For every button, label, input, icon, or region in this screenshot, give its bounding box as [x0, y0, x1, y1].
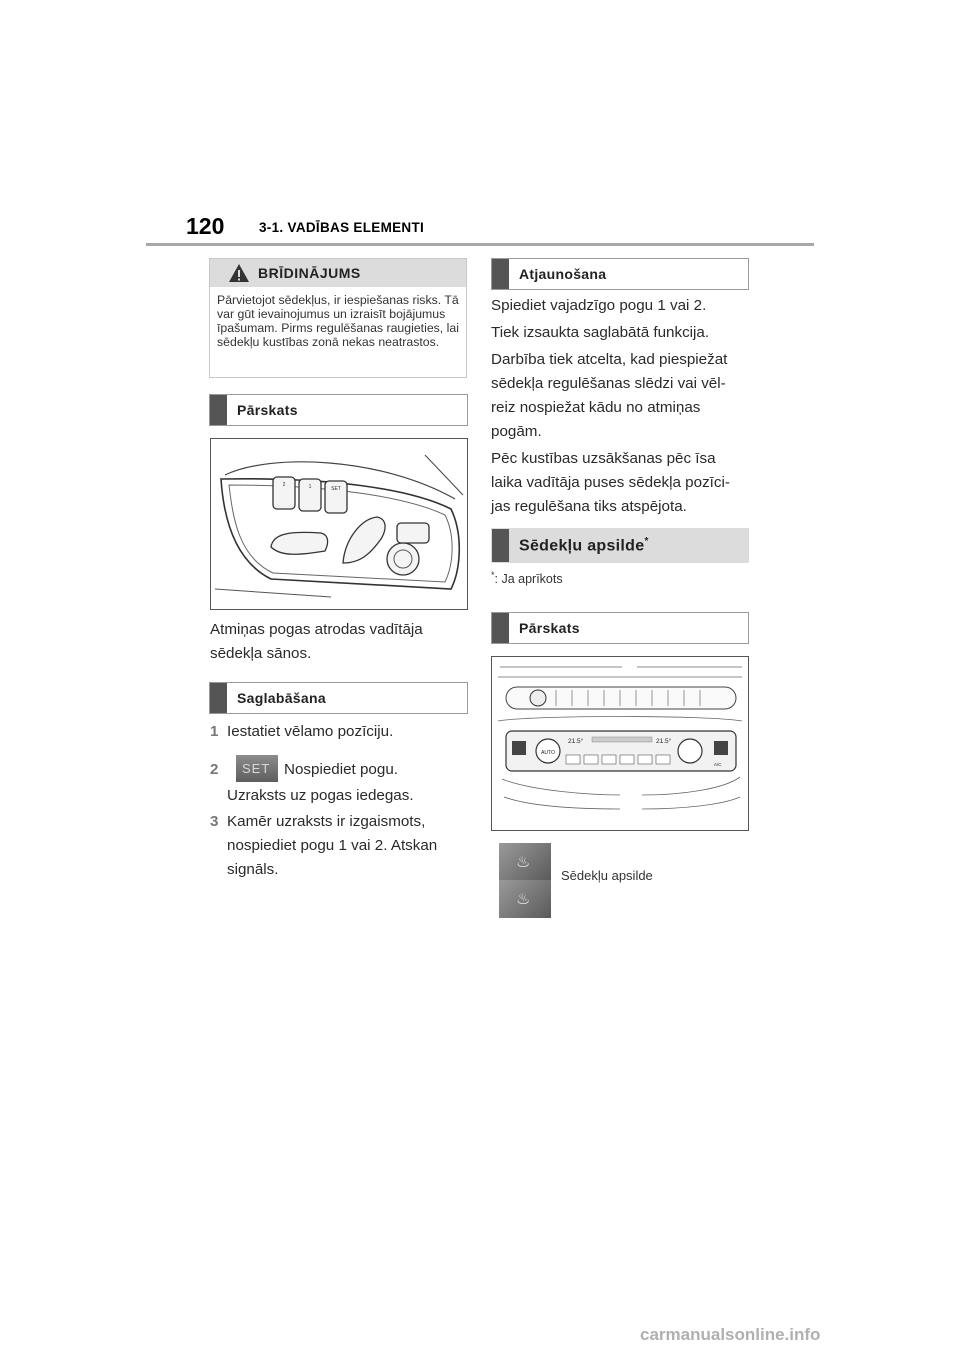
header-rule [146, 243, 814, 246]
section-marker [492, 613, 509, 643]
set-button-label: SET [331, 486, 341, 492]
section-title: Sēdekļu apsilde* [519, 536, 649, 555]
section-heading-overview-2 [491, 612, 749, 644]
memory-button-2-label: 2 [282, 482, 286, 488]
step-number: 1 [210, 723, 219, 740]
restore-paragraph: Spiediet vajadzīgo pogu 1 vai 2. [491, 297, 707, 314]
section-heading-overview [209, 394, 468, 426]
page-number: 120 [186, 213, 225, 239]
section-title: Pārskats [237, 402, 298, 418]
step-2-text: Nospiediet pogu. [284, 761, 398, 778]
seat-heating-driver-icon: ♨ [499, 843, 551, 881]
section-marker [492, 259, 509, 289]
warning-header [210, 259, 466, 287]
step-number: 2 [210, 761, 219, 778]
restore-paragraph: Darbība tiek atcelta, kad piespiežat sēdekļa regulēšanas slēdzi vai vēl-reiz nospiežat kādu no atmiņas pogām. [491, 351, 728, 440]
section-heading-save [209, 682, 468, 714]
section-marker [210, 683, 227, 713]
set-button-icon [236, 755, 278, 782]
warning-text: Pārvietojot sēdekļus, ir iespiešanas risks. Tā var gūt ievainojumus un izraisīt bojājumus īpašumam. Pirms regulēšanas raugieties, lai sēdekļu kustības zonā nekas neatrastos. [217, 293, 459, 349]
optional-mark: * [644, 536, 649, 547]
footnote [491, 570, 563, 586]
section-marker [492, 529, 509, 562]
step-2-subtext: Uzraksts uz pogas iedegas. [227, 787, 414, 804]
restore-paragraph: Tiek izsaukta saglabātā funkcija. [491, 324, 710, 341]
auto-button-label: AUTO [541, 750, 555, 756]
chapter-title: 3-1. VADĪBAS ELEMENTI [259, 220, 425, 235]
warning-title: BRĪDINĀJUMS [258, 265, 361, 281]
seat-heating-caption: Sēdekļu apsilde [561, 868, 653, 883]
step-text: Kamēr uzraksts ir izgaismots, nospiediet pogu 1 vai 2. Atskan signāls. [227, 813, 438, 878]
seat-panel-caption: Atmiņas pogas atrodas vadītāja sēdekļa sānos. [210, 621, 423, 662]
set-button-icon-label: SET [242, 761, 271, 776]
section-heading-seat-heating [491, 528, 749, 563]
warning-triangle-icon [228, 263, 250, 283]
seat-panel-illustration [211, 439, 467, 609]
section-heading-restore [491, 258, 749, 290]
step-number: 3 [210, 813, 219, 830]
section-title: Pārskats [519, 620, 580, 636]
footnote-text: : Ja aprīkots [494, 572, 563, 587]
seat-heating-passenger-icon: ♨ [499, 880, 551, 918]
section-title: Atjaunošana [519, 266, 607, 282]
footnote-mark: * [491, 570, 495, 580]
section-title: Saglabāšana [237, 690, 326, 706]
section-marker [210, 395, 227, 425]
left-temperature: 21.5° [568, 738, 584, 745]
restore-paragraph: Pēc kustības uzsākšanas pēc īsa laika vadītāja puses sēdekļa pozīci-jas regulēšana tiks atspējota. [491, 450, 730, 515]
climate-panel-illustration [492, 657, 748, 830]
memory-button-1-label: 1 [308, 484, 312, 490]
right-temperature: 21.5° [656, 738, 672, 745]
warning-box [209, 258, 467, 378]
seat-panel-figure [210, 438, 468, 610]
ac-button-label: A/C [714, 762, 722, 767]
restore-text [491, 294, 749, 519]
climate-panel-figure [491, 656, 749, 831]
step-text: Iestatiet vēlamo pozīciju. [227, 723, 394, 740]
site-watermark: carmanualsonline.info [640, 1325, 821, 1344]
step-3 [210, 810, 468, 882]
